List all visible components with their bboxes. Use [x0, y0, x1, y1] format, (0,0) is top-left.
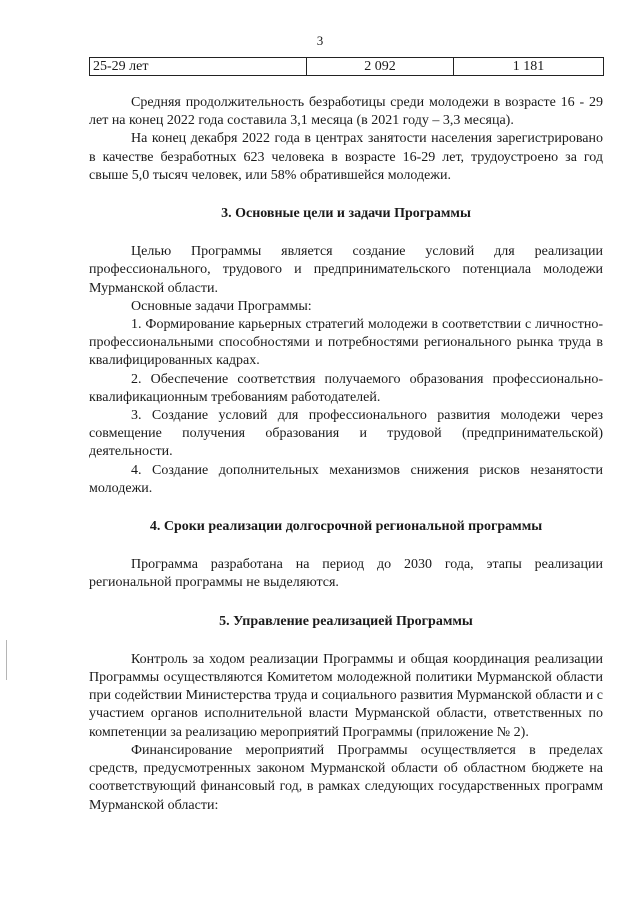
paragraph-registered-unemployed: На конец декабря 2022 года в центрах занятости населения зарегистрировано в качестве безработных 623 человека в возрасте 16-29 лет, трудоустроено за год свыше 5,0 тысяч человек, или 58% обратившейся молодежи. [89, 131, 603, 183]
paragraph-program-goal: Целью Программы является создание условий для реализации профессионального, трудового и предпринимательского потенциала молодежи Мурманской области. [89, 244, 603, 296]
section-3-heading: 3. Основные цели и задачи Программы [221, 206, 471, 222]
paragraph-unemployment-duration: Средняя продолжительность безработицы среди молодежи в возрасте 16 - 29 лет на конец 2022 года составила 3,1 месяца (в 2021 году – 3,3 месяца). [89, 95, 603, 129]
paragraph-program-control: Контроль за ходом реализации Программы и общая координация реализации Программы осуществляются Комитетом молодежной политики Мурманской области при содействии Министерства труда и социального развития Мурманской области и с участием органов исполнительной власти Мурманской области, ответственных по компетенции за реализацию мероприятий Программы (приложение № 2). [89, 651, 603, 740]
task-item-4: 4. Создание дополнительных механизмов снижения рисков незанятости молодежи. [89, 462, 603, 496]
table-cell-value-2: 1 181 [454, 58, 604, 76]
section-5-heading: 5. Управление реализацией Программы [219, 613, 473, 629]
table-row [90, 58, 604, 76]
task-item-3: 3. Создание условий для профессионального развития молодежи через совмещение получения образования и трудовой (предпринимательской) деятельности. [89, 408, 603, 460]
unemployment-table [89, 57, 604, 76]
section-4-heading: 4. Сроки реализации долгосрочной региональной программы [149, 519, 543, 535]
scan-margin-mark [6, 640, 7, 680]
paragraph-program-period: Программа разработана на период до 2030 года, этапы реализации региональной программы не выделяются. [89, 557, 603, 591]
page-number: 3 [316, 33, 324, 48]
table-cell-value-1: 2 092 [307, 58, 454, 76]
paragraph-program-financing: Финансирование мероприятий Программы осуществляется в пределах средств, предусмотренных законом Мурманской области об областном бюджете на соответствующий финансовый год, в рамках следующих государственных программ Мурманской области: [89, 742, 603, 813]
table-cell-age-group: 25-29 лет [90, 58, 307, 76]
task-item-1: 1. Формирование карьерных стратегий молодежи в соответствии с личностно-профессиональными способностями и потребностями регионального рынка труда в квалифицированных кадрах. [89, 317, 603, 369]
task-item-2: 2. Обеспечение соответствия получаемого образования профессионально-квалификационным требованиям работодателей. [89, 371, 603, 405]
paragraph-tasks-intro: Основные задачи Программы: [131, 298, 312, 314]
document-body [89, 94, 603, 815]
